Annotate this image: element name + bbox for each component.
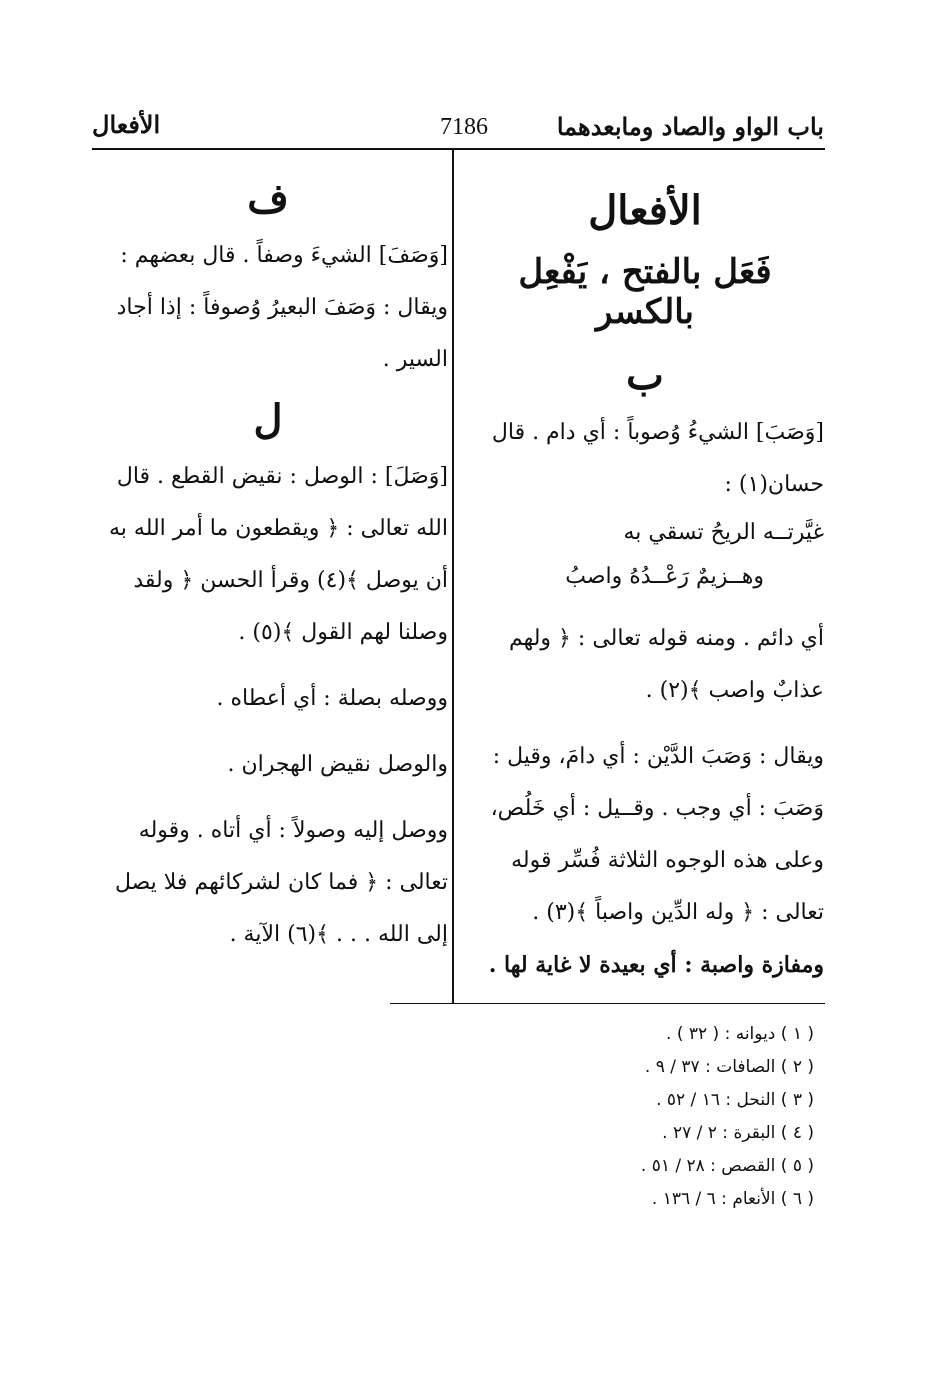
entry-mafaza: ومفازة واصبة : أي بعيدة لا غاية لها . <box>488 952 824 978</box>
entry-wasl-hijran: والوصل نقيض الهجران . <box>227 752 448 777</box>
letter-heading-fa: ف <box>247 175 289 222</box>
running-header-left: الأفعال <box>92 110 161 139</box>
left-column <box>88 165 448 961</box>
footnote-5: ( ٥ ) القصص : ٢٨ / ٥١ . <box>640 1156 814 1176</box>
entry-wasafa: [وَصَفَ] الشيءَ وصفاً . قال بعضهم : ويقال : وَصَفَ البعيرُ وُصوفاً : إذا أجاد السير . <box>116 243 448 372</box>
entry-wasaba-dayn: ويقال : وَصَبَ الدَّيْن : أي دامَ، وقيل : وَصَبَ : أي وجب . وقــيل : أي خَلُص، وعلى هذه الوجوه الثلاثة فُسِّر قوله تعالى : ﴿ وله الدِّين واصباً ﴾(٣) . <box>490 744 824 925</box>
section-title: الأفعال <box>588 187 702 234</box>
entry-wasala-ilayh: ووصل إليه وصولاً : أي أتاه . وقوله تعالى : ﴿ فما كان لشركائهم فلا يصل إلى الله . . . ﴾(٦) الآية . <box>114 818 448 947</box>
footnote-4: ( ٤ ) البقرة : ٢ / ٢٧ . <box>662 1123 814 1143</box>
entry-wasala: [وَصَلَ] : الوصل : نقيض القطع . قال الله تعالى : ﴿ ويقطعون ما أمر الله به أن يوصل ﴾(٤) وقرأ الحسن ﴿ ولقد وصلنا لهم القول ﴾(٥) . <box>108 464 448 645</box>
footnote-1: ( ١ ) ديوانه : ( ٣٢ ) . <box>666 1024 814 1044</box>
column-divider <box>452 150 454 1003</box>
letter-heading-ba: ب <box>626 352 664 399</box>
section-subtitle: فَعَل بالفتح ، يَفْعِل بالكسر <box>518 252 772 332</box>
running-header-right: باب الواو والصاد ومابعدهما <box>556 112 824 141</box>
verse-line-2: وهــزيمٌ رَعْــدُهُ واصبُ <box>565 564 764 589</box>
page-number: 7186 <box>440 114 488 140</box>
entry-wasaba: [وَصَبَ] الشيءُ وُصوباً : أي دام . قال حسان(١) : <box>491 420 824 497</box>
footnote-3: ( ٣ ) النحل : ١٦ / ٥٢ . <box>656 1090 814 1110</box>
footnotes <box>641 1018 814 1216</box>
footnote-6: ( ٦ ) الأنعام : ٦ / ١٣٦ . <box>651 1189 814 1209</box>
header-divider <box>92 148 825 150</box>
letter-heading-lam: ل <box>253 396 283 443</box>
verse-line-1: غيَّرتــه الريحُ تسقي به <box>623 520 824 545</box>
entry-wasala-sila: ووصله بصلة : أي أعطاه . <box>216 686 448 711</box>
footnote-2: ( ٢ ) الصافات : ٣٧ / ٩ . <box>644 1057 814 1077</box>
entry-wasaba-meaning: أي دائم . ومنه قوله تعالى : ﴿ ولهم عذابٌ واصب ﴾(٢) . <box>508 626 824 703</box>
footnote-divider <box>390 1003 825 1004</box>
right-column <box>466 165 824 991</box>
